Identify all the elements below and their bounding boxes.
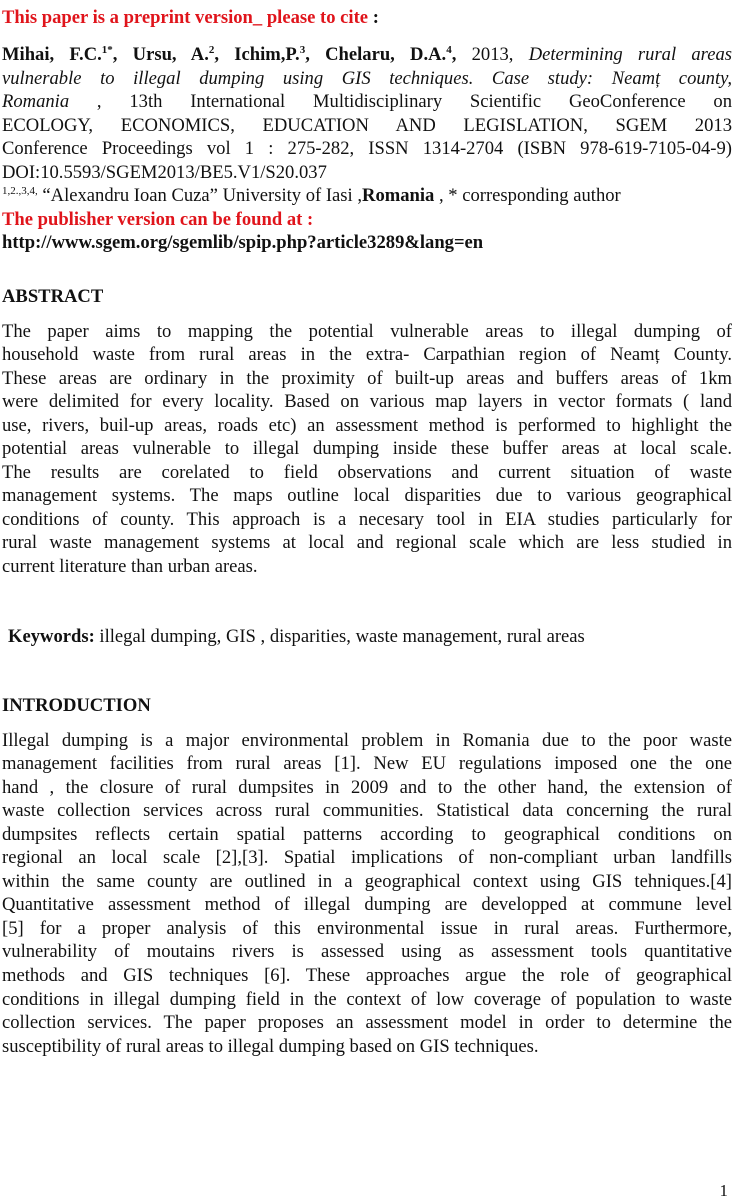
paragraph-line: waste collection services across rural communities. Statistical data concerning the rural xyxy=(2,800,732,822)
abstract-section xyxy=(2,285,732,579)
paragraph-line: rural waste management systems at local and regional scale which are less studied in xyxy=(2,532,732,554)
citation xyxy=(2,43,732,255)
affiliation-note: , * corresponding author xyxy=(434,185,621,207)
paragraph-line: The paper aims to mapping the potential vulnerable areas to illegal dumping of xyxy=(2,320,732,342)
keywords-label: Keywords: xyxy=(8,626,95,647)
paragraph-line: collection services. The paper proposes an assessment model in order to determine the xyxy=(2,1012,732,1034)
author: Ursu, A. xyxy=(132,44,209,65)
paragraph-line: potential areas vulnerable to illegal dumping inside these buffer areas at local scale. xyxy=(2,438,732,460)
author: Mihai, F.C. xyxy=(2,44,102,65)
affiliation xyxy=(2,184,732,208)
paper-title: Romania xyxy=(2,91,70,113)
paragraph-line: hand , the closure of rural dumpsites in 2009 and to the other hand, the extension of xyxy=(2,776,732,798)
paragraph-line: regional an local scale [2],[3]. Spatial implications of non-compliant urban landfills xyxy=(2,847,732,869)
paragraph-line: current literature than urban areas. xyxy=(2,556,258,578)
abstract-heading: ABSTRACT xyxy=(2,286,104,307)
conference: 13th International Multidisciplinary Scientific GeoConference on xyxy=(129,91,732,113)
author: Ichim,P. xyxy=(234,44,300,65)
paragraph-line: methods and GIS techniques [6]. These approaches argue the role of geographical xyxy=(2,965,732,987)
affiliation-country: Romania xyxy=(362,185,435,207)
keywords-text: illegal dumping, GIS , disparities, waste management, rural areas xyxy=(94,626,585,647)
paper-title: vulnerable to illegal dumping using GIS techniques. Case study: Neamț county, xyxy=(2,67,732,89)
notice-colon: : xyxy=(372,7,379,28)
citation-line xyxy=(2,67,732,91)
paragraph-line: [5] for a proper analysis of this environmental issue in rural areas. Furthermore, xyxy=(2,917,732,939)
paragraph-line: dumpsites reflects certain spatial patterns according to geographical conditions on xyxy=(2,823,732,845)
doi: DOI:10.5593/SGEM2013/BE5.V1/S20.037 xyxy=(2,161,327,183)
author-sup: 3 xyxy=(299,44,306,56)
paragraph-line: conditions in illegal dumping field in the context of low coverage of population to waste xyxy=(2,988,732,1010)
page-number: 1 xyxy=(719,1181,728,1200)
author-sup: 1* xyxy=(101,44,113,56)
author-sup: 4 xyxy=(446,44,452,56)
affiliation-text: “Alexandru Ioan Cuza” University of Iasi , xyxy=(42,185,363,207)
introduction-heading: INTRODUCTION xyxy=(2,695,151,716)
paragraph-line: Quantitative assessment method of illegal dumping are developped at commune level xyxy=(2,894,732,916)
paragraph-line: within the same county are outlined in a geographical context using GIS tehniques.[4] xyxy=(2,870,732,892)
publisher-link[interactable]: http://www.sgem.org/sgemlib/spip.php?article3289&lang=en xyxy=(2,232,484,254)
paragraph-line: Illegal dumping is a major environmental problem in Romania due to the poor waste xyxy=(2,729,732,751)
paragraph-line: vulnerability of moutains rivers is assessed using as assessment tools quantitative xyxy=(2,941,732,963)
citation-line: Romania , 13th International Multidisciplinary Scientific GeoConference on xyxy=(2,91,732,113)
introduction-section xyxy=(2,694,732,1058)
paragraph-line: were delimited for every locality. Based on various map layers in vector formats ( land xyxy=(2,391,732,413)
paragraph-line: conditions of county. This approach is a necesary tool in EIA studies particularly for xyxy=(2,508,732,530)
author: Chelaru, D.A. xyxy=(325,44,447,65)
paragraph-line: These areas are ordinary in the proximity of built-up areas and buffers areas of 1km xyxy=(2,367,732,389)
paragraph-line: The results are corelated to field observations and current situation of waste xyxy=(2,461,732,483)
affiliation-sup: 1,2.,3,4, xyxy=(2,185,38,198)
paragraph-line: household waste from rural areas in the extra- Carpathian region of Neamț County. xyxy=(2,344,732,366)
preprint-notice xyxy=(2,6,732,30)
citation-line: Conference Proceedings vol 1 : 275-282, ISSN 1314-2704 (ISBN 978-619-7105-04-9) xyxy=(2,138,732,160)
year: 2013, xyxy=(471,44,514,65)
paragraph-line: management systems. The maps outline local disparities due to various geographical xyxy=(2,485,732,507)
publisher-notice: The publisher version can be found at : xyxy=(2,208,314,230)
keywords xyxy=(8,625,732,649)
paragraph-line: management facilities from rural areas [1]. New EU regulations imposed one the one xyxy=(2,753,732,775)
citation-line: ECOLOGY, ECONOMICS, EDUCATION AND LEGISLATION, SGEM 2013 xyxy=(2,114,732,136)
paragraph-line: susceptibility of rural areas to illegal dumping based on GIS techniques. xyxy=(2,1035,539,1057)
citation-line: Mihai, F.C.$^{1*}$, Ursu, A.$^2$, Ichim,P.$^3$, Chelaru, D.A.$^4$, 2013, Determining rural areas xyxy=(2,44,733,65)
paper-title: Determining rural areas xyxy=(528,44,733,65)
paragraph-line: use, rivers, buil-up areas, roads etc) an assessment method is performed to highlight the xyxy=(2,414,732,436)
notice-text: This paper is a preprint version_ please to cite xyxy=(2,7,369,28)
author-sup: 2 xyxy=(208,44,215,56)
